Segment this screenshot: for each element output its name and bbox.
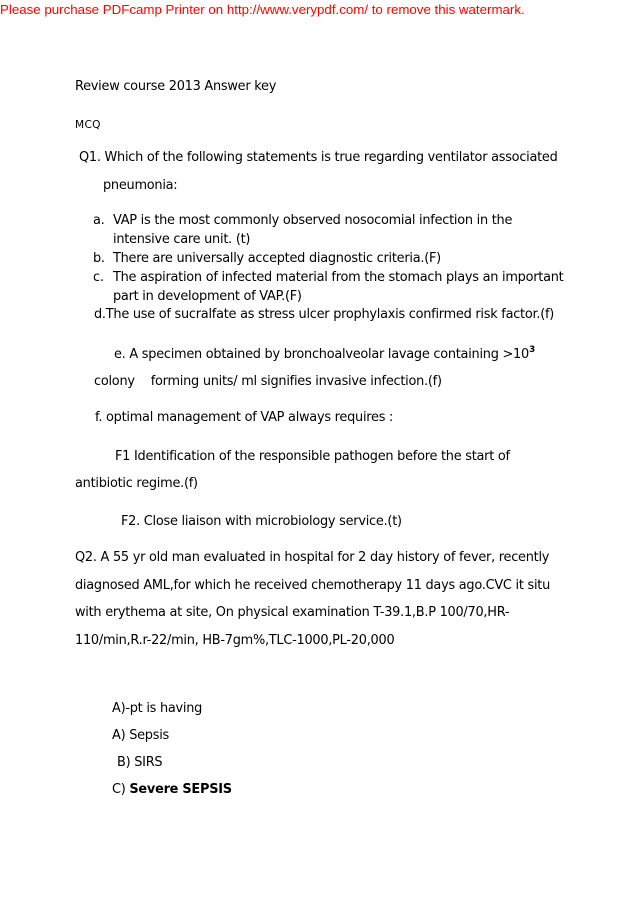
q2-answer-b: B) SIRS [117, 755, 163, 770]
q2-prompt: A)-pt is having [112, 701, 203, 716]
q1-option-b [93, 251, 441, 267]
watermark: Please purchase PDFcamp Printer on http://www.verypdf.com/ to remove this watermark. [0, 2, 525, 17]
q1-option-a [93, 213, 512, 229]
q1-option-a-cont: intensive care unit. (t) [113, 232, 251, 247]
q1-option-f: f. optimal management of VAP always requires : [95, 410, 394, 425]
option-e-text: e. A specimen obtained by bronchoalveolar lavage containing >10 [114, 347, 529, 362]
q1-f1-line2: antibiotic regime.(f) [75, 476, 198, 491]
q1-option-d: d.The use of sucralfate as stress ulcer prophylaxis confirmed risk factor.(f) [94, 307, 555, 322]
q1-f1-line1: F1 Identification of the responsible pathogen before the start of [115, 449, 510, 464]
q2-line1: Q2. A 55 yr old man evaluated in hospital for 2 day history of fever, recently [75, 550, 550, 565]
answer-c-bold: Severe SEPSIS [129, 782, 232, 797]
answer-c-prefix: C) [112, 782, 130, 797]
option-text: There are universally accepted diagnostic criteria.(F) [113, 251, 441, 266]
option-marker: b. [93, 251, 105, 266]
option-marker: c. [93, 270, 104, 285]
q1-option-e-line1 [114, 347, 535, 363]
q2-answer-a: A) Sepsis [112, 728, 170, 743]
q1-stem-line1: Q1. Which of the following statements is true regarding ventilator associated [79, 150, 558, 165]
option-e-rest: forming units/ ml signifies invasive infection.(f) [150, 374, 442, 389]
document-title: Review course 2013 Answer key [75, 79, 277, 94]
option-marker: a. [93, 213, 105, 228]
option-text: VAP is the most commonly observed nosocomial infection in the [113, 213, 513, 228]
q2-line3: with erythema at site, On physical examination T-39.1,B.P 100/70,HR- [75, 605, 510, 620]
section-heading: MCQ [75, 119, 101, 131]
option-e-colony: colony [94, 374, 135, 389]
q1-option-c [93, 270, 563, 286]
superscript: 3 [528, 345, 535, 355]
q1-option-e-line2 [94, 374, 442, 390]
q2-line2: diagnosed AML,for which he received chemotherapy 11 days ago.CVC it situ [75, 578, 551, 593]
option-text: The aspiration of infected material from the stomach plays an important [113, 270, 564, 285]
q1-option-c-cont: part in development of VAP.(F) [113, 289, 302, 304]
q2-line4: 110/min,R.r-22/min, HB-7gm%,TLC-1000,PL-20,000 [75, 633, 395, 648]
q2-answer-c [112, 782, 232, 798]
q1-stem-line2: pneumonia: [103, 178, 178, 193]
q1-f2: F2. Close liaison with microbiology service.(t) [121, 514, 402, 529]
